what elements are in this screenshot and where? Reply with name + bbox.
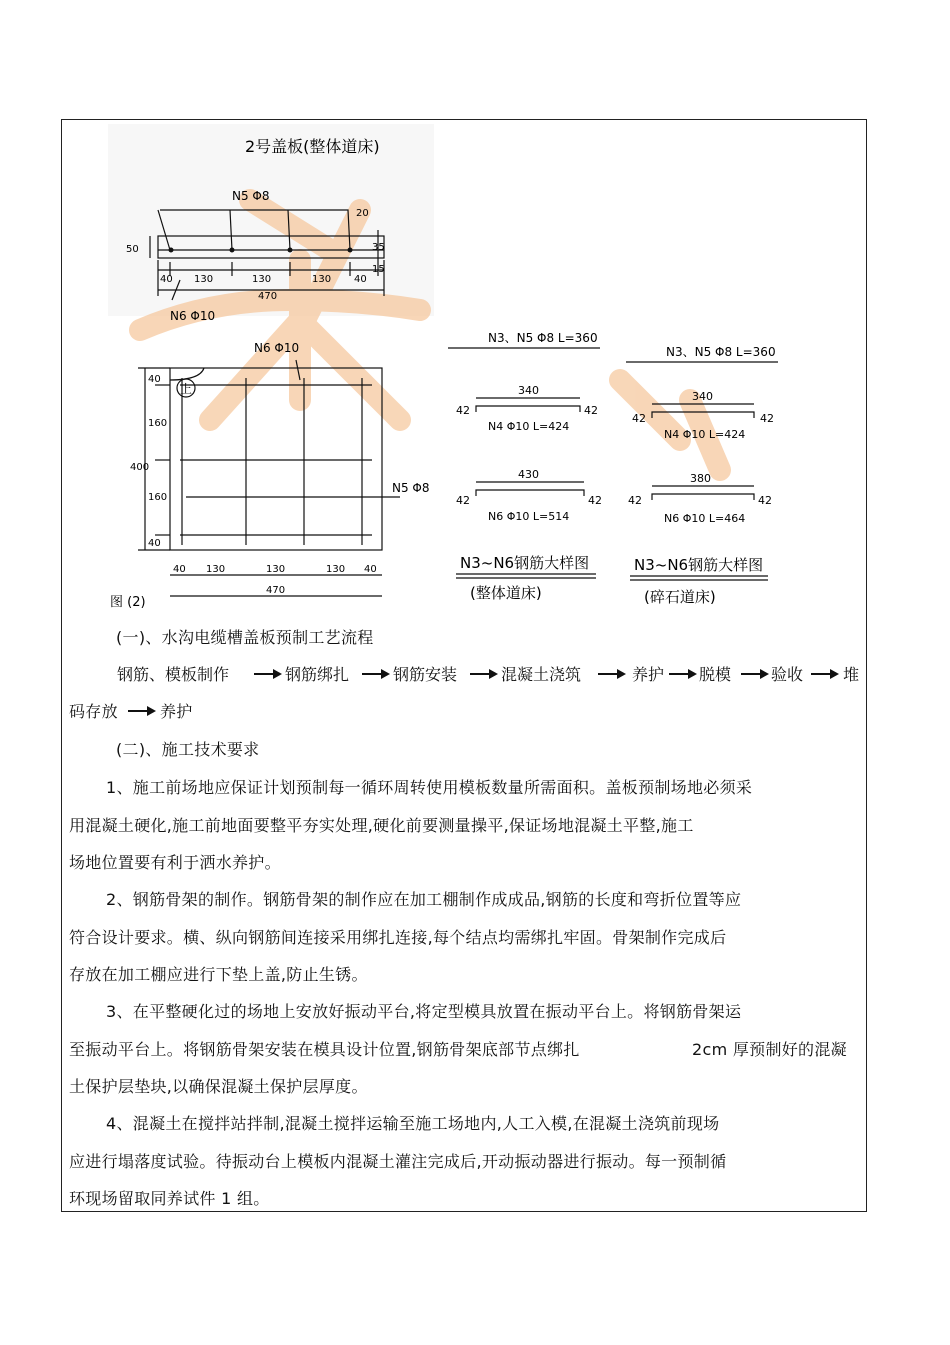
flow-step: 验收 xyxy=(771,665,804,684)
flow-step: 钢筋安装 xyxy=(393,665,458,684)
label-up: 上 xyxy=(180,382,193,396)
detail-left-subtitle: (整体道床) xyxy=(470,584,542,602)
flow-arrow-icon xyxy=(254,669,282,679)
heading-tech-requirements: (二)、施工技术要求 xyxy=(116,740,260,759)
label-n6-b: N6 Φ10 xyxy=(254,341,300,355)
paragraph-line: 4、混凝土在搅拌站拌制,混凝土搅拌运输至施工场地内,人工入模,在混凝土浇筑前现场 xyxy=(106,1114,720,1133)
paragraph-line: 应进行塌落度试验。待振动台上模板内混凝土灌注完成后,开动振动器进行振动。每一预制循 xyxy=(69,1152,727,1171)
flow-step: 混凝土浇筑 xyxy=(501,665,582,684)
paragraph-line: 土保护层垫块,以确保混凝土保护层厚度。 xyxy=(69,1077,368,1096)
detail-right-subtitle: (碎石道床) xyxy=(644,588,716,606)
heading-process-flow: (一)、水沟电缆槽盖板预制工艺流程 xyxy=(116,628,374,647)
flow-arrow-icon xyxy=(811,669,839,679)
label-n5-top: N5 Φ8 xyxy=(232,189,270,203)
plan-label: 图 (2) xyxy=(110,595,146,610)
process-flow xyxy=(0,662,950,686)
detail-left xyxy=(448,348,600,578)
detail-right-bar1-label: N4 Φ10 L=424 xyxy=(664,428,746,441)
dim-130: 130 xyxy=(206,564,226,575)
detail-left-hook: 42 xyxy=(584,404,598,417)
detail-left-bar1-label: N4 Φ10 L=424 xyxy=(488,420,570,433)
dim-40: 40 xyxy=(160,274,173,285)
label-n6-a: N6 Φ10 xyxy=(170,309,216,323)
dim-470: 470 xyxy=(258,291,278,302)
detail-right-hook: 42 xyxy=(758,494,772,507)
flow-step: 养护 xyxy=(632,665,665,684)
flow-line2-b: 养护 xyxy=(160,702,193,721)
detail-left-title: N3~N6钢筋大样图 xyxy=(460,554,590,572)
flow-step: 堆 xyxy=(843,665,860,684)
flow-step: 钢筋、模板制作 xyxy=(117,665,230,684)
detail-right-bar1-len: 340 xyxy=(692,390,713,403)
flow-arrow-icon xyxy=(470,669,498,679)
flow-step: 钢筋绑扎 xyxy=(285,665,350,684)
dim-160: 160 xyxy=(148,492,168,503)
paragraph-line: 2cm 厚预制好的混凝 xyxy=(692,1040,847,1059)
flow-line2-a: 码存放 xyxy=(69,702,118,721)
paragraph-line: 至振动平台上。将钢筋骨架安装在模具设计位置,钢筋骨架底部节点绑扎 xyxy=(69,1040,580,1059)
paragraph-line: 环现场留取同养试件 1 组。 xyxy=(69,1189,270,1208)
flow-arrow-icon xyxy=(128,706,156,716)
dim-130: 130 xyxy=(326,564,346,575)
detail-right-title: N3~N6钢筋大样图 xyxy=(634,556,764,574)
dim-40: 40 xyxy=(173,564,186,575)
detail-right-bar2-label: N6 Φ10 L=464 xyxy=(664,512,746,525)
dim-470: 470 xyxy=(266,585,286,596)
paragraph-line: 2、钢筋骨架的制作。钢筋骨架的制作应在加工棚制作成成品,钢筋的长度和弯折位置等应 xyxy=(106,890,742,909)
dim-130: 130 xyxy=(312,274,332,285)
paragraph-line: 用混凝土硬化,施工前地面要整平夯实处理,硬化前要测量操平,保证场地混凝土平整,施工 xyxy=(69,816,694,835)
dim-130: 130 xyxy=(266,564,286,575)
dim-15: 15 xyxy=(372,264,385,275)
drawing-title: 2号盖板(整体道床) xyxy=(245,137,380,156)
detail-left-bar2-len: 430 xyxy=(518,468,539,481)
detail-right-hook: 42 xyxy=(632,412,646,425)
dim-40: 40 xyxy=(364,564,377,575)
detail-left-hook: 42 xyxy=(588,494,602,507)
detail-right-hook: 42 xyxy=(628,494,642,507)
paragraph-line: 符合设计要求。横、纵向钢筋间连接采用绑扎连接,每个结点均需绑扎牢固。骨架制作完成后 xyxy=(69,928,727,947)
dim-130: 130 xyxy=(252,274,272,285)
flow-arrow-icon xyxy=(362,669,390,679)
paragraph-line: 存放在加工棚应进行下垫上盖,防止生锈。 xyxy=(69,965,368,984)
dim-130: 130 xyxy=(194,274,214,285)
paragraph-line: 场地位置要有利于洒水养护。 xyxy=(69,853,281,872)
detail-left-bar2-label: N6 Φ10 L=514 xyxy=(488,510,570,523)
rebar-drawing xyxy=(0,0,950,620)
flow-arrow-icon xyxy=(598,669,626,679)
dim-160: 160 xyxy=(148,418,168,429)
flow-step: 脱模 xyxy=(699,665,732,684)
detail-left-hook: 42 xyxy=(456,494,470,507)
detail-left-head: N3、N5 Φ8 L=360 xyxy=(488,331,598,345)
detail-left-hook: 42 xyxy=(456,404,470,417)
dim-20: 20 xyxy=(356,208,369,219)
label-n5-side: N5 Φ8 xyxy=(392,481,430,495)
dim-35: 35 xyxy=(372,242,385,253)
detail-left-bar1-len: 340 xyxy=(518,384,539,397)
flow-arrow-icon xyxy=(741,669,769,679)
detail-right-bar2-len: 380 xyxy=(690,472,711,485)
paragraph-line: 3、在平整硬化过的场地上安放好振动平台,将定型模具放置在振动平台上。将钢筋骨架运 xyxy=(106,1002,742,1021)
dim-40: 40 xyxy=(148,538,161,549)
dim-400: 400 xyxy=(130,462,150,473)
dim-40: 40 xyxy=(148,374,161,385)
dim-50: 50 xyxy=(126,244,139,255)
detail-right-head: N3、N5 Φ8 L=360 xyxy=(666,345,776,359)
paragraph-line: 1、施工前场地应保证计划预制每一循环周转使用模板数量所需面积。盖板预制场地必须采 xyxy=(106,778,753,797)
dim-40: 40 xyxy=(354,274,367,285)
flow-arrow-icon xyxy=(669,669,697,679)
detail-right-hook: 42 xyxy=(760,412,774,425)
